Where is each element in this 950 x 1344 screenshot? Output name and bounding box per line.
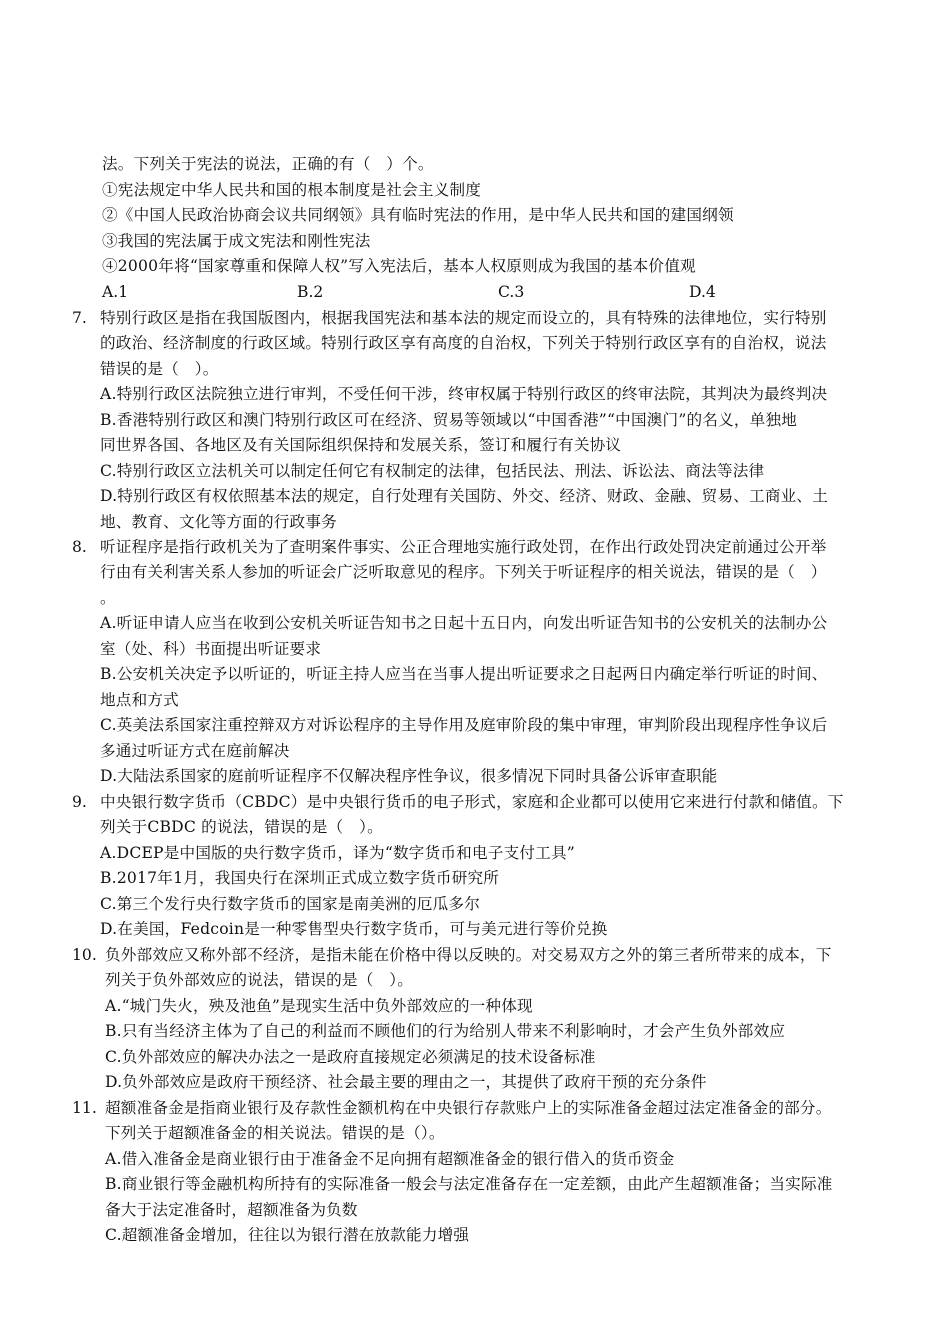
q11-option-c: C.超额准备金增加，往往以为银行潜在放款能力增强 <box>105 1226 470 1244</box>
q6-option-c: C.3 <box>498 283 525 301</box>
q8-stem-line-2: 行由有关利害关系人参加的听证会广泛听取意见的程序。下列关于听证程序的相关说法，错误的是（ ） <box>100 563 827 581</box>
q11-option-a: A.借入准备金是商业银行由于准备金不足向拥有超额准备金的银行借入的货币资金 <box>105 1150 675 1168</box>
q6-statement-1: ①宪法规定中华人民共和国的根本制度是社会主义制度 <box>102 181 482 199</box>
q8-option-c-cont: 多通过听证方式在庭前解决 <box>100 742 290 760</box>
q8-option-d: D.大陆法系国家的庭前听证程序不仅解决程序性争议，很多情况下同时具备公诉审查职能 <box>100 767 718 785</box>
q6-stem-line: 法。下列关于宪法的说法，正确的有（ ）个。 <box>102 155 434 173</box>
q6-statement-4: ④2000年将“国家尊重和保障人权”写入宪法后，基本人权原则成为我国的基本价值观 <box>102 257 696 275</box>
q11-option-b-cont: 备大于法定准备时，超额准备为负数 <box>105 1201 358 1219</box>
q9-option-b: B.2017年1月，我国央行在深圳正式成立数字货币研究所 <box>100 869 500 887</box>
q10-stem-line-2: 列关于负外部效应的说法，错误的是（ ）。 <box>105 971 414 989</box>
q9-option-a: A.DCEP是中国版的央行数字货币，译为“数字货币和电子支付工具” <box>100 844 575 862</box>
q8-option-b: B.公安机关决定予以听证的，听证主持人应当在当事人提出听证要求之日起两日内确定举行听证的时间、 <box>100 665 828 683</box>
q6-statement-3: ③我国的宪法属于成文宪法和刚性宪法 <box>102 232 371 250</box>
q10-option-b: B.只有当经济主体为了自己的利益而不顾他们的行为给别人带来不利影响时，才会产生负外部效应 <box>105 1022 786 1040</box>
q6-option-a: A.1 <box>102 283 129 301</box>
q8-option-a-cont: 室（处、科）书面提出听证要求 <box>100 640 322 658</box>
q7-stem-line-2: 的政治、经济制度的行政区域。特别行政区享有高度的自治权，下列关于特别行政区享有的自治权，说法 <box>100 334 827 352</box>
q7-option-a: A.特别行政区法院独立进行审判，不受任何干涉，终审权属于特别行政区的终审法院，其判决为最终判决 <box>100 385 828 403</box>
q8-number: 8. <box>72 538 87 556</box>
q11-number: 11. <box>72 1099 97 1117</box>
q7-option-b-cont: 同世界各国、各地区及有关国际组织保持和发展关系，签订和履行有关协议 <box>100 436 622 454</box>
q10-option-d: D.负外部效应是政府干预经济、社会最主要的理由之一，其提供了政府干预的充分条件 <box>105 1073 707 1091</box>
q9-number: 9. <box>72 793 87 811</box>
q8-option-a: A.听证申请人应当在收到公安机关听证告知书之日起十五日内，向发出听证告知书的公安机关的法制办公 <box>100 614 828 632</box>
q10-option-a: A.“城门失火，殃及池鱼”是现实生活中负外部效应的一种体现 <box>105 997 533 1015</box>
q9-option-c: C.第三个发行央行数字货币的国家是南美洲的厄瓜多尔 <box>100 895 480 913</box>
q10-option-c: C.负外部效应的解决办法之一是政府直接规定必须满足的技术设备标准 <box>105 1048 596 1066</box>
q6-options <box>102 282 882 304</box>
q6-option-d: D.4 <box>689 283 716 301</box>
q7-option-d: D.特别行政区有权依照基本法的规定，自行处理有关国防、外交、经济、财政、金融、贸易、工商业、土 <box>100 487 829 505</box>
q7-stem-line-3: 错误的是（ ）。 <box>100 360 219 378</box>
q7-stem-line-1: 特别行政区是指在我国版图内，根据我国宪法和基本法的规定而设立的，具有特殊的法律地位，实行特别 <box>100 309 827 327</box>
q6-option-b: B.2 <box>297 283 324 301</box>
q7-option-b: B.香港特别行政区和澳门特别行政区可在经济、贸易等领域以“中国香港”“中国澳门”的名义，单独地 <box>100 411 798 429</box>
q8-stem-line-3: 。 <box>100 589 116 607</box>
q11-stem-line-2: 下列关于超额准备金的相关说法。错误的是（）。 <box>105 1124 445 1142</box>
q7-number: 7. <box>72 309 87 327</box>
q8-option-c: C.英美法系国家注重控辩双方对诉讼程序的主导作用及庭审阶段的集中审理，审判阶段出现程序性争议后 <box>100 716 828 734</box>
q9-stem-line-1: 中央银行数字货币（CBDC）是中央银行货币的电子形式，家庭和企业都可以使用它来进行付款和储值。下 <box>100 793 844 811</box>
q7-option-d-cont: 地、教育、文化等方面的行政事务 <box>100 513 337 531</box>
q6-statement-2: ②《中国人民政治协商会议共同纲领》具有临时宪法的作用，是中华人民共和国的建国纲领 <box>102 206 734 224</box>
q8-option-b-cont: 地点和方式 <box>100 691 179 709</box>
q10-number: 10. <box>72 946 97 964</box>
q9-option-d: D.在美国，Fedcoin是一种零售型央行数字货币，可与美元进行等价兑换 <box>100 920 608 938</box>
q7-option-c: C.特别行政区立法机关可以制定任何它有权制定的法律，包括民法、刑法、诉讼法、商法等法律 <box>100 462 765 480</box>
q11-stem-line-1: 超额准备金是指商业银行及存款性金额机构在中央银行存款账户上的实际准备金超过法定准备金的部分。 <box>105 1099 832 1117</box>
q8-stem-line-1: 听证程序是指行政机关为了查明案件事实、公正合理地实施行政处罚，在作出行政处罚决定前通过公开举 <box>100 538 827 556</box>
q11-option-b: B.商业银行等金融机构所持有的实际准备一般会与法定准备存在一定差额，由此产生超额准备；当实际准 <box>105 1175 833 1193</box>
q10-stem-line-1: 负外部效应又称外部不经济，是指未能在价格中得以反映的。对交易双方之外的第三者所带来的成本，下 <box>105 946 832 964</box>
q9-stem-line-2: 列关于CBDC 的说法，错误的是（ ）。 <box>100 818 383 836</box>
